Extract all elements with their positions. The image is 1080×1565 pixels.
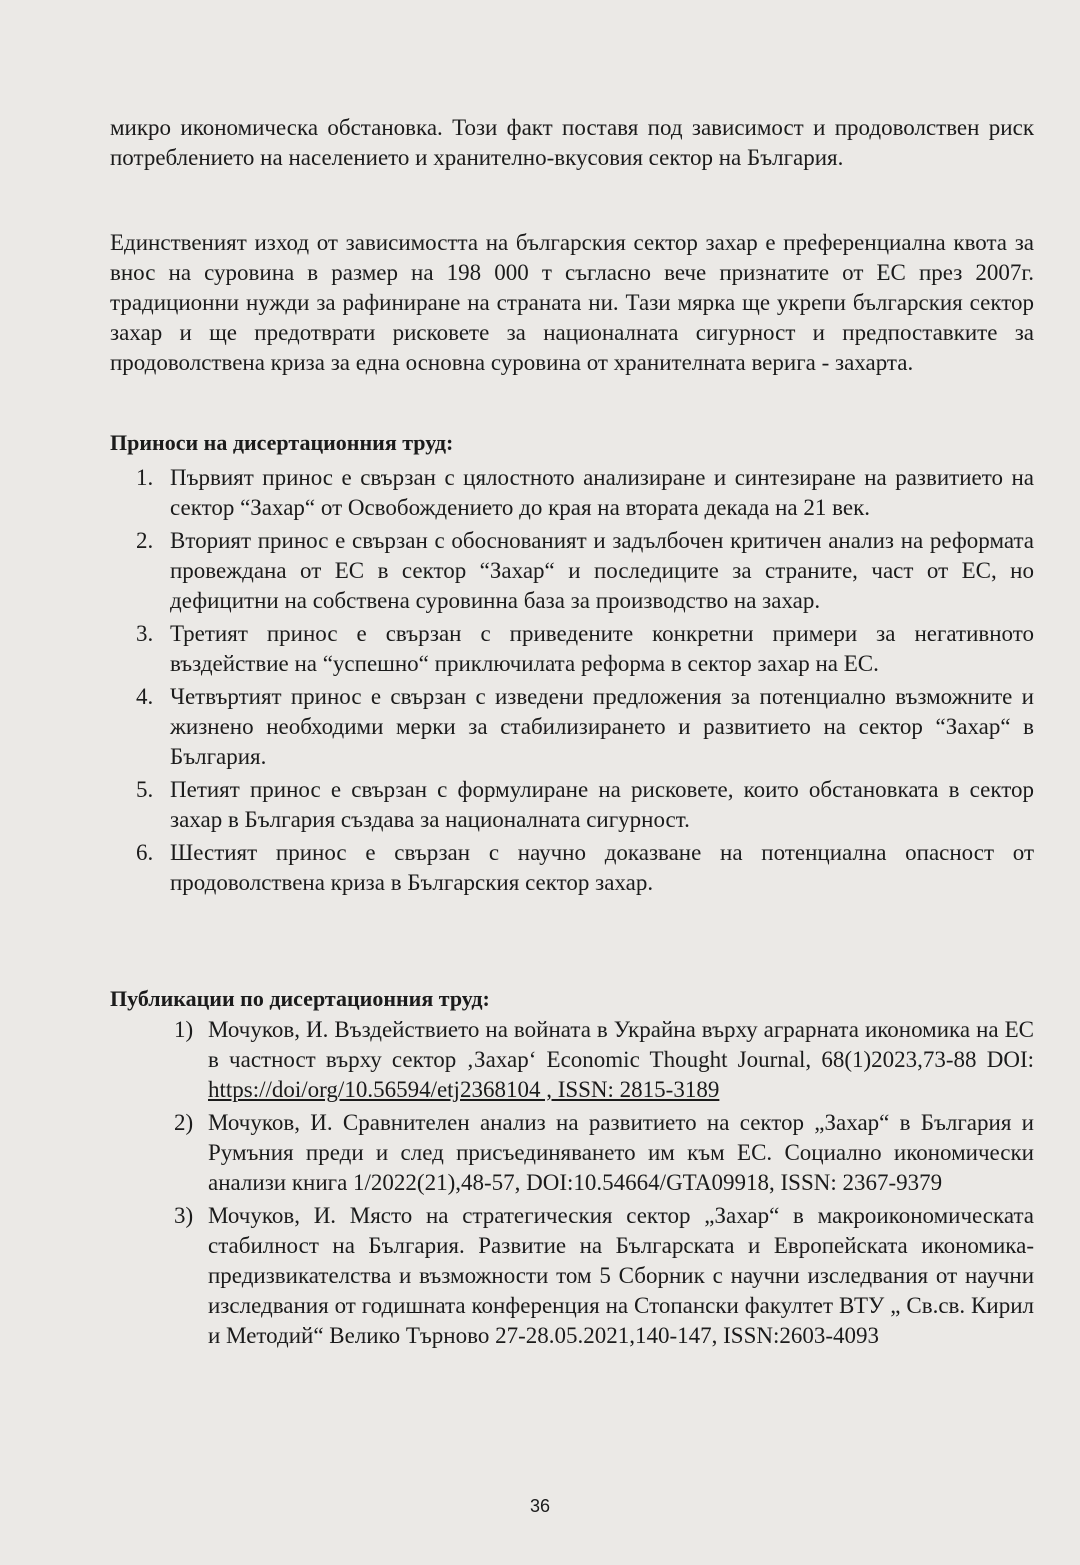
list-item-number: 2) [174,1110,194,1135]
list-item [110,775,1034,835]
paragraph-solution: Единственият изход от зависимостта на българския сектор захар е преференциална квота за внос на суровина в размер на 198 000 т съгласно вече признатите от ЕС през 2007г. традиционни нужди за рафиниране на страната ни. Тази мярка ще укрепи българския сектор захар и ще предотврати рисковете за националната сигурност и предпоставките за продоволствена криза за една основна суровина от хранителната верига - захарта. [110,230,1034,375]
list-item-text: Първият принос е свързан с цялостното анализиране и синтезиране на развитието на сектор “Захар“ от Освобождението до края на втората декада на 21 век. [170,465,1034,520]
list-item [110,1108,1034,1198]
list-item-number: 3. [136,621,154,646]
list-item-text: Мочуков, И. Място на стратегическия сектор „Захар“ в макроикономическата стабилност на България. Развитие на Българската и Европейската икономика-предизвикателства и възможности том 5 Сборник с научни изследвания от научни изследвания от годишната конференция на Стопански факултет ВТУ „ Св.св. Кирил и Методий“ Велико Търново 27-28.05.2021,140-147, ISSN:2603-4093 [208,1203,1034,1348]
list-item [110,682,1034,772]
list-item-number: 5. [136,777,154,802]
list-item-number: 4. [136,684,154,709]
publications-heading: Публикации по дисертационния труд: [110,986,490,1011]
list-item-text: Третият принос е свързан с приведените конкретни примери за негативното въздействие на “успешно“ приключилата реформа в сектор захар на ЕС. [170,621,1034,676]
paragraph-intro: микро икономическа обстановка. Този факт поставя под зависимост и продоволствен риск потреблението на населението и хранително-вкусовия сектор на България. [110,115,1034,170]
list-item-number: 6. [136,840,154,865]
list-item-number: 1. [136,465,154,490]
list-item-number: 3) [174,1203,194,1228]
list-item-text: Шестият принос е свързан с научно доказване на потенциална опасност от продоволствена криза в Българския сектор захар. [170,840,1034,895]
page-number: 36 [529,1496,551,1516]
list-item-text: Четвъртият принос е свързан с изведени предложения за потенциално възможните и жизнено необходими мерки за стабилизирането и развитието на сектор “Захар“ в България. [170,684,1034,769]
list-item [110,1201,1034,1351]
doi-link[interactable]: https://doi/org/10.56594/etj2368104 , ISSN: 2815-3189 [208,1077,720,1102]
contributions-list [110,463,1034,901]
list-item [110,526,1034,616]
list-item [110,619,1034,679]
list-item-number: 1) [174,1017,194,1042]
list-item-text: Вторият принос е свързан с обоснованият и задълбочен критичен анализ на реформата провеждана от ЕС в сектор “Захар“ и последиците за страните, част от ЕС, но дефицитни на собствена суровинна база за производство на захар. [170,528,1034,613]
contributions-heading: Приноси на дисертационния труд: [110,430,454,455]
list-item [110,463,1034,523]
list-item-number: 2. [136,528,154,553]
list-item [110,1015,1034,1105]
list-item-text: Петият принос е свързан с формулиране на рисковете, които обстановката в сектор захар в България създава за националната сигурност. [170,777,1034,832]
publications-list [110,1015,1034,1354]
list-item [110,838,1034,898]
list-item-text: Мочуков, И. Въздействието на войната в Украйна върху аграрната икономика на ЕС в частност върху сектор ‚Захар‘ Economic Thought Journal, 68(1)2023,73-88 DOI: [208,1017,1034,1072]
list-item-text: Мочуков, И. Сравнителен анализ на развитието на сектор „Захар“ в България и Румъния преди и след присъединяването им към ЕС. Социално икономически анализи книга 1/2022(21),48-57, DOI:10.54664/GTA09918, ISSN: 2367-9379 [208,1110,1034,1195]
